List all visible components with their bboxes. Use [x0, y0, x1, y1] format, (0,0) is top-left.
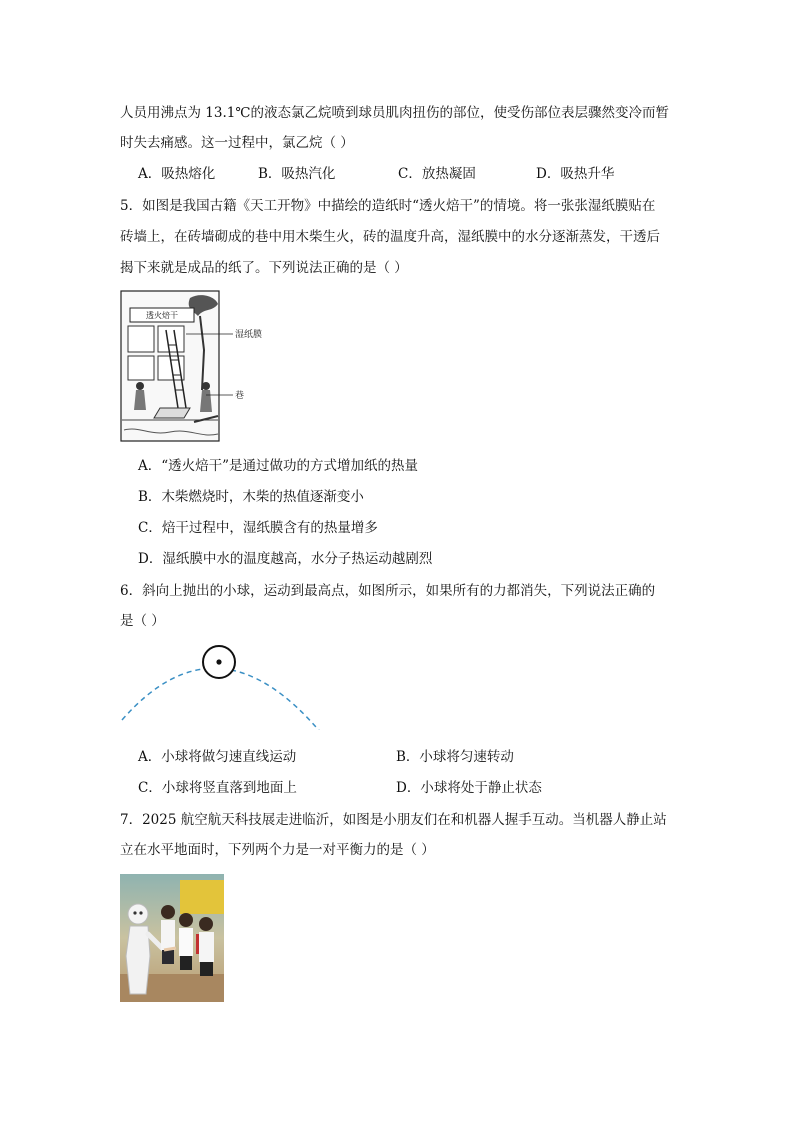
- label-lane: 巷: [235, 391, 245, 401]
- label-wet-paper: 湿纸膜: [235, 330, 263, 340]
- q5-option-a: A．“透火焙干”是通过做功的方式增加纸的热量: [138, 458, 419, 474]
- robot-handshake-photo: [120, 874, 224, 1002]
- q6-stem-line1: 6．斜向上抛出的小球，运动到最高点，如图所示，如果所有的力都消失，下列说法正确的: [120, 583, 656, 599]
- q5-stem-line2: 砖墙上，在砖墙砌成的巷中用木柴生火，砖的温度升高，湿纸膜中的水分逐渐蒸发，干透后: [120, 229, 660, 245]
- q6-figure: [118, 640, 328, 730]
- q5-stem-line3: 揭下来就是成品的纸了。下列说法正确的是（ ）: [120, 260, 408, 276]
- q4-stem-line2: 时失去痛感。这一过程中，氯乙烷（ ）: [120, 135, 354, 151]
- q5-figure: [120, 290, 280, 442]
- q4-option-b: B．吸热汽化: [258, 166, 336, 182]
- q6-option-d: D．小球将处于静止状态: [396, 780, 542, 796]
- projectile-diagram: [118, 640, 328, 730]
- q6-option-b: B．小球将匀速转动: [396, 749, 514, 765]
- q7-photo: [120, 874, 224, 1002]
- figure-sign-text: 透火焙干: [146, 311, 178, 320]
- q5-stem-line1: 5．如图是我国古籍《天工开物》中描绘的造纸时“透火焙干”的情境。将一张张湿纸膜贴在: [120, 198, 656, 214]
- tiangong-kaiwu-illustration: [120, 290, 280, 442]
- q7-stem-line1: 7．2025 航空航天科技展走进临沂，如图是小朋友们在和机器人握手互动。当机器人静止站: [120, 812, 667, 828]
- q4-option-a: A．吸热熔化: [138, 166, 216, 182]
- q5-option-d: D．湿纸膜中水的温度越高，水分子热运动越剧烈: [138, 551, 433, 567]
- q6-option-c: C．小球将竖直落到地面上: [138, 780, 297, 796]
- q5-option-c: C．焙干过程中，湿纸膜含有的热量增多: [138, 520, 378, 536]
- q6-option-a: A．小球将做匀速直线运动: [138, 749, 297, 765]
- q7-stem-line2: 立在水平地面时，下列两个力是一对平衡力的是（ ）: [120, 842, 435, 858]
- ball-center-dot: [216, 659, 221, 664]
- q4-option-c: C．放热凝固: [398, 166, 476, 182]
- q4-stem-line1: 人员用沸点为 13.1℃的液态氯乙烷喷到球员肌肉扭伤的部位，使受伤部位表层骤然变冷而暂: [120, 105, 669, 121]
- q5-option-b: B．木柴燃烧时，木柴的热值逐渐变小: [138, 489, 364, 505]
- q4-option-d: D．吸热升华: [536, 166, 615, 182]
- q6-stem-line2: 是（ ）: [120, 613, 165, 629]
